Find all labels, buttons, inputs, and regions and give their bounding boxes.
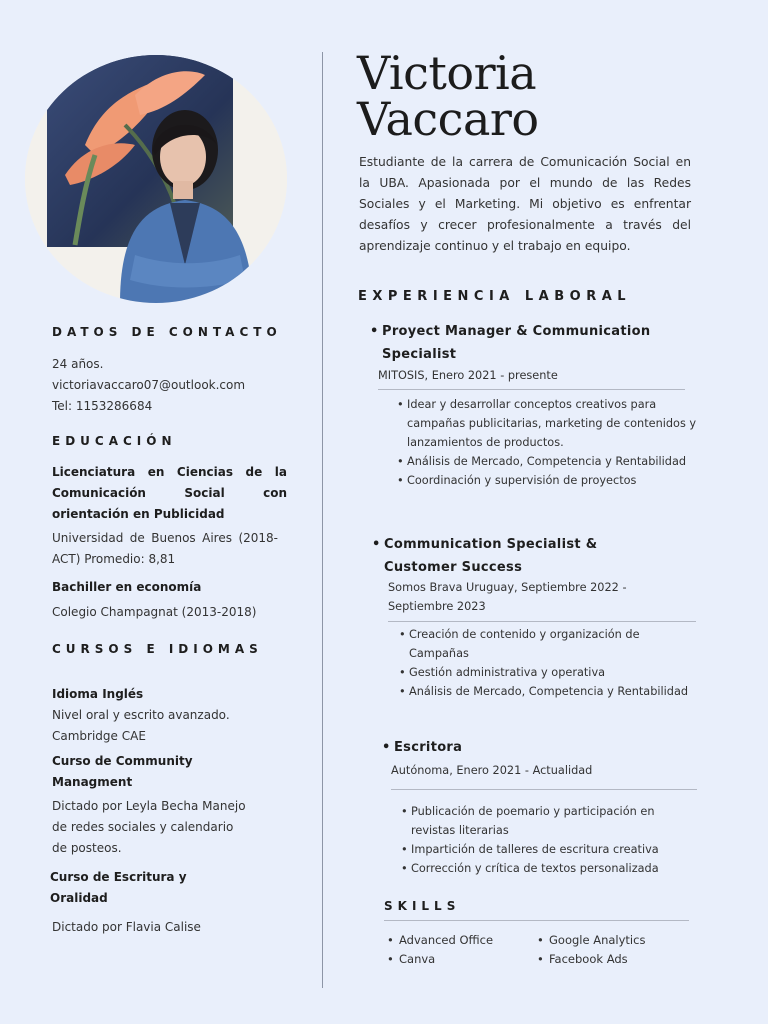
job-bullets-3 xyxy=(411,802,701,878)
job-title-3: • Escritora xyxy=(394,736,594,759)
education-detail-2: Colegio Champagnat (2013-2018) xyxy=(52,605,257,619)
job-title-2: • Communication Specialist & Customer Success xyxy=(384,533,644,579)
job-bullets-2 xyxy=(409,625,694,701)
skills-section-title: SKILLS xyxy=(384,899,461,913)
job-company-1: MITOSIS, Enero 2021 - presente xyxy=(378,369,558,382)
contact-phone: Tel: 1153286684 xyxy=(52,399,153,413)
skill-facebook-ads: • Facebook Ads xyxy=(549,950,628,969)
course-name-3: Curso de Escritura y Oralidad xyxy=(50,870,187,905)
contact-email[interactable]: victoriavaccaro07@outlook.com xyxy=(52,378,246,392)
job-divider-3 xyxy=(391,789,697,790)
course-detail-1: Nivel oral y escrito avanzado. Cambridge CAE xyxy=(52,708,230,743)
first-name: Victoria xyxy=(357,46,537,100)
profile-summary: Estudiante de la carrera de Comunicación Social en la UBA. Apasionada por el mundo de las Redes Sociales y el Marketing. Mi objetivo es enfrentar desafíos y crecer profesionalmente a través del aprendizaje continuo y el trabajo en equipo. xyxy=(359,155,691,253)
contact-age: 24 años. xyxy=(52,357,104,371)
job-3-bullet-3: • Corrección y crítica de textos personalizada xyxy=(411,859,701,878)
course-detail-3: Dictado por Flavia Calise xyxy=(52,920,201,934)
course-name-2: Curso de Community Managment xyxy=(52,754,193,789)
education-degree-2: Bachiller en economía xyxy=(52,580,202,594)
education-section-title: EDUCACIÓN xyxy=(52,434,177,448)
skill-canva: • Canva xyxy=(399,950,435,969)
job-company-3: Autónoma, Enero 2021 - Actualidad xyxy=(391,764,593,777)
courses-section-title: CURSOS E IDIOMAS xyxy=(52,642,263,656)
job-company-2: Somos Brava Uruguay, Septiembre 2022 - Septiembre 2023 xyxy=(388,581,627,613)
course-detail-2: Dictado por Leyla Becha Manejo de redes sociales y calendario de posteos. xyxy=(52,799,246,855)
course-name-1: Idioma Inglés xyxy=(52,687,144,701)
contact-section-title: DATOS DE CONTACTO xyxy=(52,325,282,339)
job-2-bullet-3: • Análisis de Mercado, Competencia y Rentabilidad xyxy=(409,682,694,701)
skill-google-analytics: • Google Analytics xyxy=(549,931,645,950)
job-title-1: • Proyect Manager & Communication Specialist xyxy=(382,320,682,366)
job-3-bullet-1: • Publicación de poemario y participación en revistas literarias xyxy=(411,802,701,840)
skill-advanced-office: • Advanced Office xyxy=(399,931,493,950)
job-2-bullet-1: • Creación de contenido y organización de Campañas xyxy=(409,625,694,663)
experience-section-title: EXPERIENCIA LABORAL xyxy=(358,289,632,304)
contact-info xyxy=(52,354,292,417)
education-detail-1: Universidad de Buenos Aires (2018-ACT) Promedio: 8,81 xyxy=(52,531,278,566)
job-divider-2 xyxy=(388,621,696,622)
profile-photo-image xyxy=(25,55,287,303)
column-divider xyxy=(322,52,323,988)
full-name xyxy=(357,46,539,146)
job-divider-1 xyxy=(378,389,685,390)
last-name: Vaccaro xyxy=(357,92,539,146)
education-degree-1: Licenciatura en Ciencias de la Comunicación Social con orientación en Publicidad xyxy=(52,465,287,521)
job-2-bullet-2: • Gestión administrativa y operativa xyxy=(409,663,694,682)
job-1-bullet-1: • Idear y desarrollar conceptos creativos para campañas publicitarias, marketing de contenidos y lanzamientos de productos. xyxy=(407,395,697,452)
job-1-bullet-3: • Coordinación y supervisión de proyectos xyxy=(407,471,697,490)
profile-photo xyxy=(25,55,287,303)
skills-divider xyxy=(384,920,689,921)
job-1-bullet-2: • Análisis de Mercado, Competencia y Rentabilidad xyxy=(407,452,697,471)
job-3-bullet-2: • Impartición de talleres de escritura creativa xyxy=(411,840,701,859)
job-bullets-1 xyxy=(407,395,697,490)
